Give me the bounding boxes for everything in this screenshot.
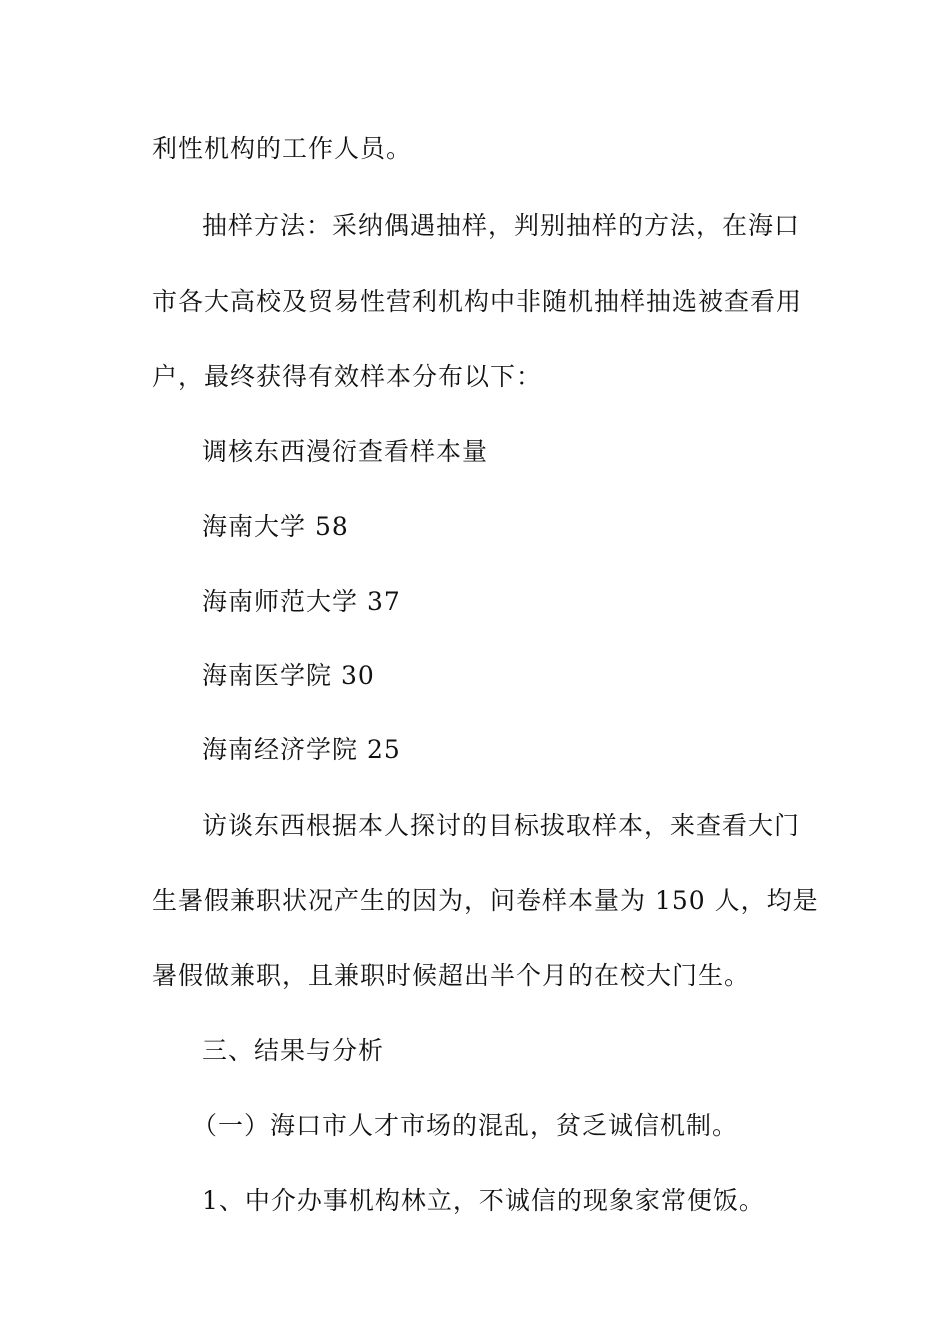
paragraph-continuation: 利性机构的工作人员。 bbox=[152, 134, 413, 163]
interview-paragraph-line-3: 暑假做兼职，且兼职时候超出半个月的在校大门生。 bbox=[152, 961, 751, 990]
sample-row-hainan-medical-college: 海南医学院 30 bbox=[202, 661, 375, 690]
sample-row-hainan-university: 海南大学 58 bbox=[202, 512, 349, 541]
interview-paragraph-line-2: 生暑假兼职状况产生的因为，问卷样本量为 150 人，均是 bbox=[152, 886, 819, 915]
sampling-method-line-3: 户，最终获得有效样本分布以下： bbox=[152, 362, 543, 391]
point-heading-1: 1、中介办事机构林立，不诚信的现象家常便饭。 bbox=[202, 1186, 765, 1215]
interview-paragraph-line-1: 访谈东西根据本人探讨的目标拔取样本，来查看大门 bbox=[202, 811, 801, 840]
sampling-method-line-1: 抽样方法：采纳偶遇抽样，判别抽样的方法，在海口 bbox=[202, 211, 801, 240]
sample-row-hainan-economics-college: 海南经济学院 25 bbox=[202, 735, 401, 764]
sample-row-hainan-normal-university: 海南师范大学 37 bbox=[202, 587, 401, 616]
section-heading-results: 三、结果与分析 bbox=[202, 1036, 385, 1065]
subsection-heading-1: （一）海口市人才市场的混乱，贫乏诚信机制。 bbox=[192, 1111, 739, 1140]
sampling-method-line-2: 市各大高校及贸易性营利机构中非随机抽样抽选被查看用 bbox=[152, 287, 803, 316]
sample-table-heading: 调核东西漫衍查看样本量 bbox=[202, 437, 489, 466]
